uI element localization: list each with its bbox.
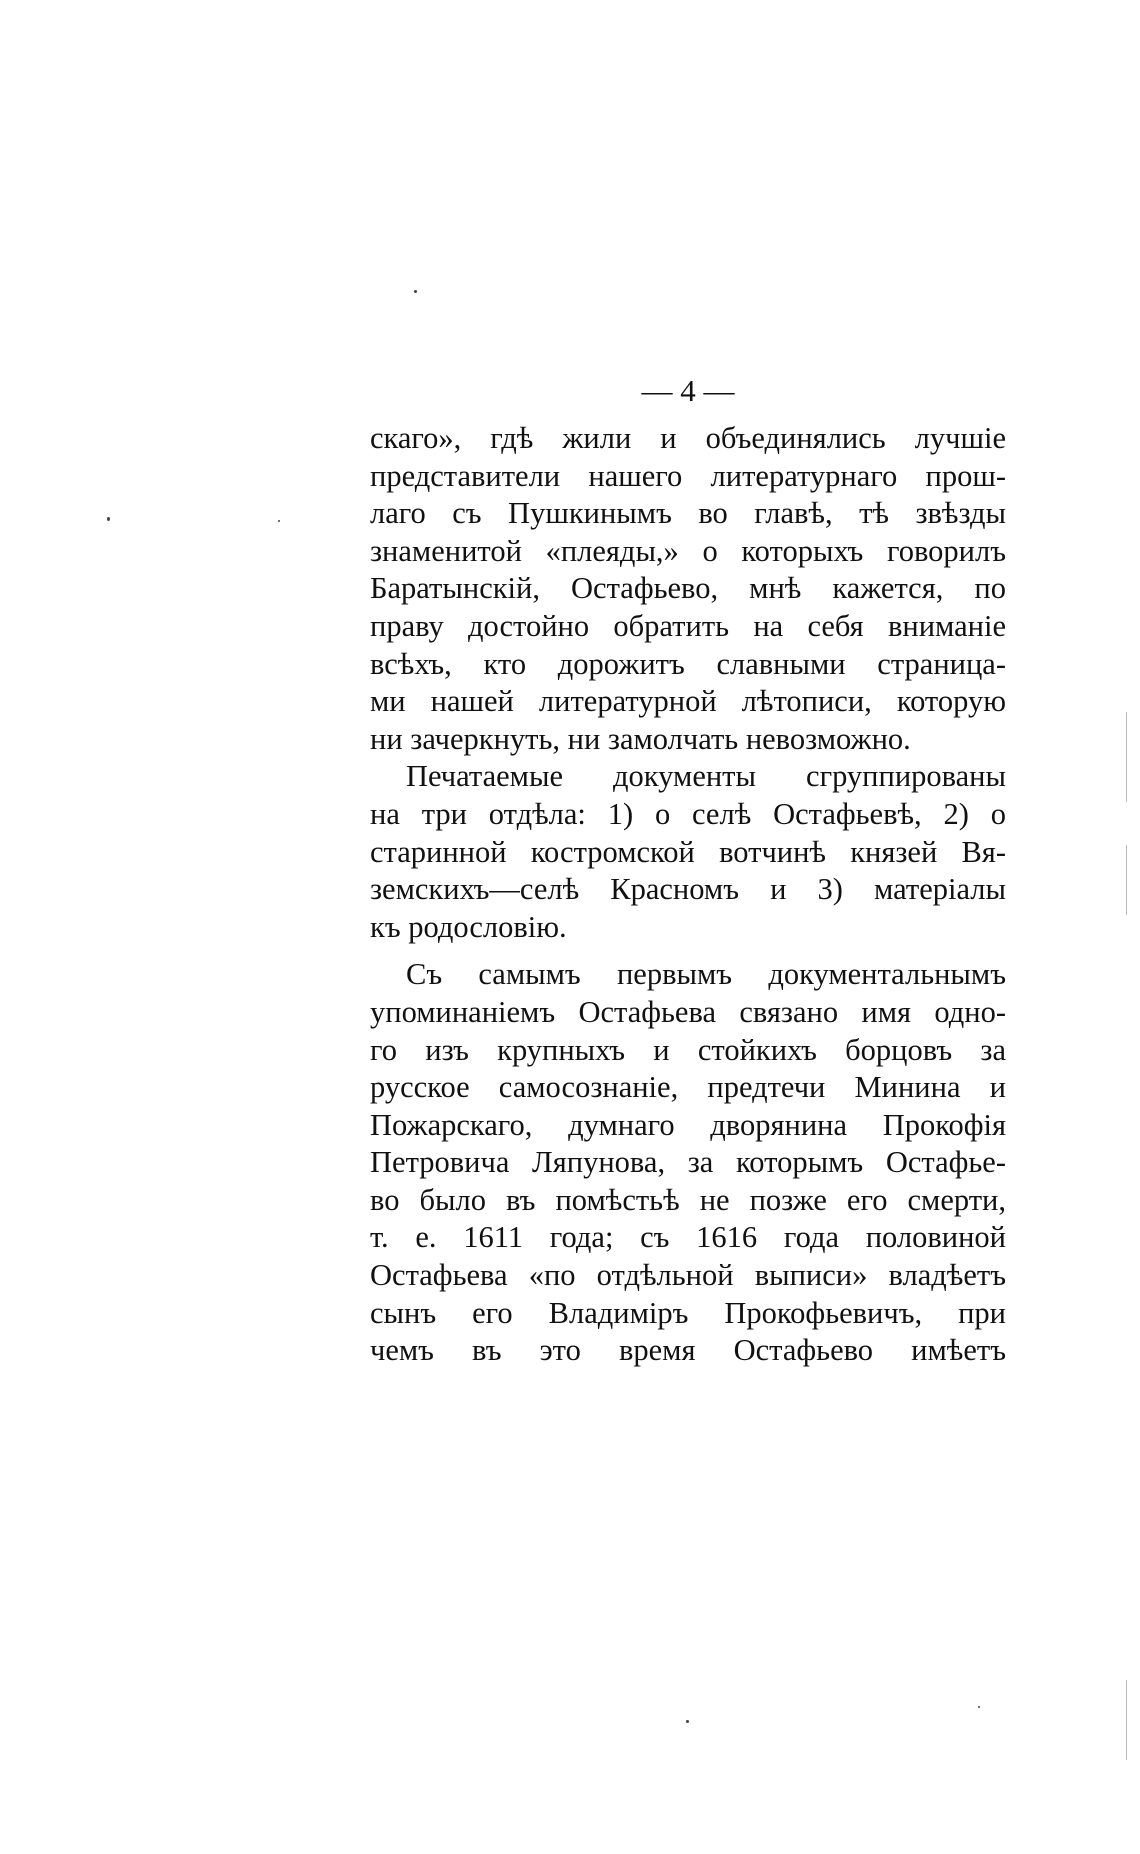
text-line: Петровича Ляпунова, за которымъ Остафье-	[370, 1145, 1006, 1180]
paragraph	[370, 758, 1006, 946]
page-number: — 4 —	[641, 373, 735, 408]
scan-edge-line	[1126, 712, 1127, 802]
text-line: представители нашего литературнаго прош-	[370, 458, 1006, 493]
body-text	[370, 420, 1006, 1370]
text-line: скаго», гдѣ жили и объединялись лучшіе	[370, 421, 1006, 455]
text-line: праву достойно обратить на себя вниманіе	[370, 608, 1006, 643]
text-line: на три отдѣла: 1) о селѣ Остафьевѣ, 2) о	[370, 796, 1006, 831]
text-line: Остафьева «по отдѣльной выписи» владѣетъ	[370, 1258, 1006, 1293]
scan-speck	[978, 1706, 980, 1708]
paragraph	[370, 956, 1006, 1370]
scan-speck	[686, 1720, 689, 1723]
text-line: ми нашей литературной лѣтописи, которую	[370, 684, 1006, 719]
text-line: т. е. 1611 года; съ 1616 года половиной	[370, 1220, 1006, 1255]
scan-speck	[278, 520, 280, 522]
text-line: чемъ въ это время Остафьево имѣетъ	[370, 1333, 1006, 1368]
text-line: сынъ его Владиміръ Прокофьевичъ, при	[370, 1295, 1006, 1330]
text-line: Пожарскаго, думнаго дворянина Прокофія	[370, 1107, 1006, 1142]
text-line: го изъ крупныхъ и стойкихъ борцовъ за	[370, 1032, 1006, 1067]
text-line: Баратынскій, Остафьево, мнѣ кажется, по	[370, 571, 1006, 606]
paragraph	[370, 420, 1006, 758]
text-line: къ родословію.	[370, 909, 567, 944]
text-line: старинной костромской вотчинѣ князей Вя-	[370, 834, 1006, 869]
text-line: упоминаніемъ Остафьева связано имя одно-	[370, 994, 1006, 1029]
scan-speck	[107, 517, 110, 521]
text-line: земскихъ—селѣ Красномъ и 3) матеріалы	[370, 872, 1006, 907]
text-line: Печатаемые документы сгруппированы	[406, 759, 1006, 794]
text-line: всѣхъ, кто дорожитъ славными страница-	[370, 646, 1006, 681]
text-line: ни зачеркнуть, ни замолчать невозможно.	[370, 721, 911, 756]
text-line: Съ самымъ первымъ документальнымъ	[406, 957, 1006, 992]
text-line: русское самосознаніе, предтечи Минина и	[370, 1070, 1006, 1105]
scan-speck	[414, 290, 417, 293]
scan-edge-line	[1126, 1680, 1127, 1760]
text-line: лаго съ Пушкинымъ во главѣ, тѣ звѣзды	[370, 496, 1006, 531]
text-line: во было въ помѣстьѣ не позже его смерти,	[370, 1182, 1006, 1217]
text-line: знаменитой «плеяды,» о которыхъ говорилъ	[370, 533, 1006, 568]
scan-edge-line	[1126, 845, 1127, 915]
paragraph-gap	[370, 946, 1006, 956]
